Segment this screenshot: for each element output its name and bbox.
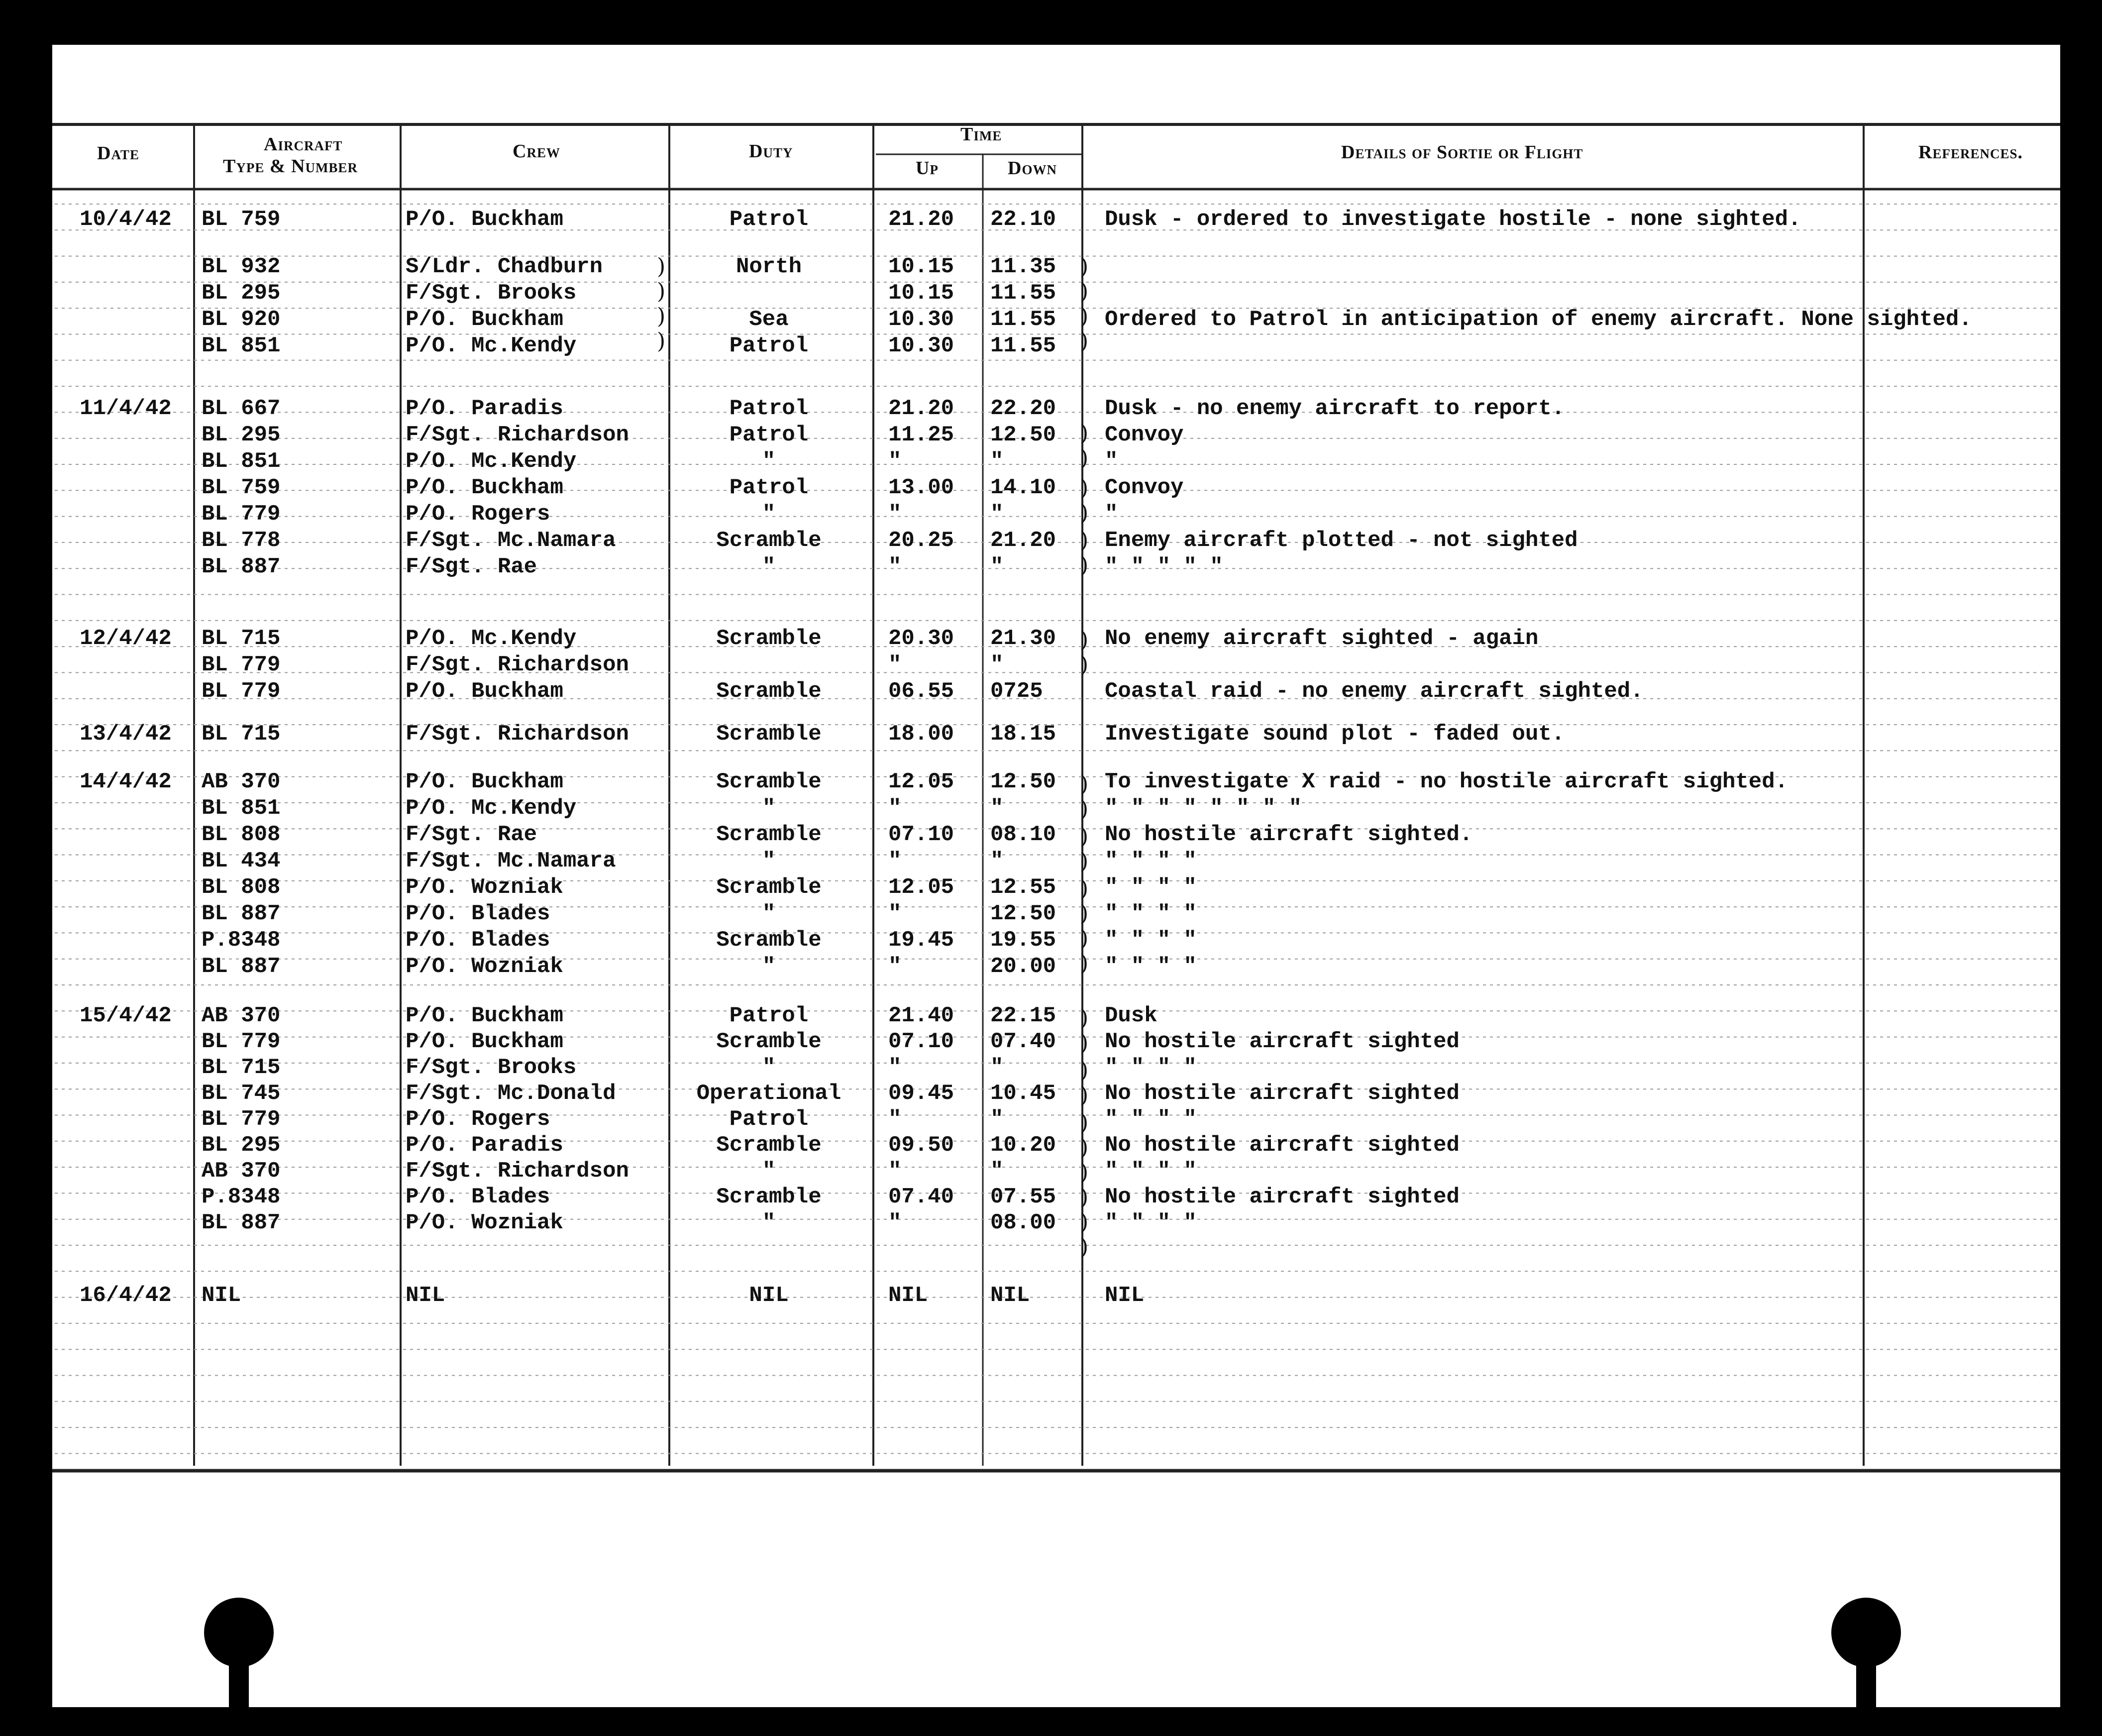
cell-details: Enemy aircraft plotted - not sighted [1105,528,1578,553]
header-duty: Duty [749,141,793,162]
cell-duty: Scramble [716,1133,822,1158]
cell-time-down: 22.10 [990,207,1056,232]
cell-crew: S/Ldr. Chadburn [406,254,603,279]
cell-duty: Patrol [729,1003,809,1028]
cell-aircraft: BL 778 [202,528,281,553]
cell-aircraft: BL 295 [202,1133,281,1158]
cell-time-down: 10.45 [990,1081,1056,1106]
cell-crew: P/O. Mc.Kendy [406,449,577,474]
cell-time-up: " [888,1210,902,1235]
cell-date: 16/4/42 [80,1283,172,1308]
cell-details: " " " " [1105,849,1197,873]
cell-aircraft: BL 851 [202,333,281,358]
cell-details: Ordered to Patrol in anticipation of enemy aircraft. None sighted. [1105,307,1972,332]
cell-duty: North [736,254,802,279]
cell-duty: Scramble [716,822,822,847]
cell-details: " " " " [1105,1210,1197,1235]
cell-aircraft: BL 808 [202,822,281,847]
time-group-bracket: ) [1080,771,1089,797]
cell-time-down: " [990,1055,1004,1080]
cell-time-up: " [888,901,902,926]
cell-aircraft: BL 715 [202,722,281,747]
cell-aircraft: AB 370 [202,1003,281,1028]
cell-crew: P/O. Buckham [406,307,563,332]
time-group-bracket: ) [1080,528,1089,553]
crew-group-bracket: ) [657,304,666,329]
cell-crew: F/Sgt. Mc.Namara [406,849,616,873]
cell-time-down: 0725 [990,679,1043,704]
cell-crew: P/O. Buckham [406,1029,563,1054]
cell-time-down: 22.20 [990,396,1056,421]
cell-time-up: 20.30 [888,626,954,651]
time-group-bracket: ) [1080,901,1089,926]
cell-time-down: " [990,1159,1004,1184]
time-group-bracket: ) [1080,445,1089,471]
cell-time-up: " [888,796,902,821]
time-group-bracket: ) [1080,500,1089,526]
cell-time-up: " [888,1055,902,1080]
cell-details: No enemy aircraft sighted - again [1105,626,1539,651]
cell-crew: F/Sgt. Brooks [406,281,577,306]
cell-time-up: " [888,954,902,979]
cell-time-down: 12.50 [990,901,1056,926]
crew-group-bracket: ) [657,254,666,279]
cell-duty: Patrol [729,207,809,232]
cell-crew: F/Sgt. Richardson [406,423,629,447]
cell-duty: " [762,849,776,873]
cell-duty: Scramble [716,928,822,953]
cell-crew: P/O. Blades [406,1185,550,1209]
time-group-bracket: ) [1080,421,1089,446]
cell-duty: Scramble [716,626,822,651]
cell-duty: Scramble [716,722,822,747]
cell-crew: P/O. Mc.Kendy [406,333,577,358]
cell-duty: NIL [749,1283,789,1308]
cell-time-down: " [990,1107,1004,1132]
time-group-bracket: ) [1080,552,1089,578]
cell-details: " " " " [1105,875,1197,900]
cell-time-up: 20.25 [888,528,954,553]
cell-duty: Patrol [729,396,809,421]
cell-aircraft: BL 851 [202,449,281,474]
time-group-bracket: ) [1080,475,1089,501]
cell-time-up: 10.30 [888,307,954,332]
cell-duty: Patrol [729,333,809,358]
cell-crew: P/O. Blades [406,901,550,926]
time-group-bracket: ) [1080,926,1089,951]
cell-crew: F/Sgt. Richardson [406,1159,629,1184]
time-group-bracket: ) [1080,652,1089,677]
cell-aircraft: BL 932 [202,254,281,279]
cell-aircraft: BL 779 [202,1107,281,1132]
cell-time-up: 09.45 [888,1081,954,1106]
cell-time-up: " [888,449,902,474]
cell-details: Convoy [1105,475,1184,500]
cell-details: NIL [1105,1283,1145,1308]
cell-details: " " " " [1105,901,1197,926]
cell-aircraft: BL 851 [202,796,281,821]
cell-time-up: " [888,1159,902,1184]
cell-aircraft: BL 887 [202,1210,281,1235]
cell-details: To investigate X raid - no hostile aircraft sighted. [1105,769,1788,794]
cell-date: 10/4/42 [80,207,172,232]
cell-duty: Operational [696,1081,841,1106]
cell-date: 15/4/42 [80,1003,172,1028]
cell-time-down: 18.15 [990,722,1056,747]
time-group-bracket: ) [1080,254,1089,279]
header-up: Up [916,158,939,179]
cell-aircraft: BL 295 [202,423,281,447]
cell-aircraft: AB 370 [202,1159,281,1184]
cell-details: Dusk - no enemy aircraft to report. [1105,396,1565,421]
cell-time-up: " [888,1107,902,1132]
cell-aircraft: BL 779 [202,652,281,677]
cell-time-down: 12.50 [990,423,1056,447]
cell-crew: P/O. Blades [406,928,550,953]
cell-time-down: 22.15 [990,1003,1056,1028]
time-group-bracket: ) [1080,1005,1089,1031]
header-aircraft: Aircraft [264,134,343,155]
cell-crew: P/O. Wozniak [406,1210,563,1235]
time-group-bracket: ) [1080,951,1089,976]
cell-details: Coastal raid - no enemy aircraft sighted. [1105,679,1644,704]
cell-aircraft: BL 779 [202,502,281,527]
cell-aircraft: BL 887 [202,901,281,926]
header-crew: Crew [513,141,560,162]
cell-time-up: 07.10 [888,1029,954,1054]
time-group-bracket: ) [1080,824,1089,849]
cell-aircraft: BL 667 [202,396,281,421]
cell-duty: " [762,901,776,926]
cell-date: 11/4/42 [80,396,172,421]
cell-crew: P/O. Mc.Kendy [406,796,577,821]
cell-details: " " " " [1105,928,1197,953]
cell-time-down: 21.20 [990,528,1056,553]
cell-time-down: 08.10 [990,822,1056,847]
cell-time-down: 11.55 [990,281,1056,306]
cell-date: 13/4/42 [80,722,172,747]
cell-crew: P/O. Rogers [406,1107,550,1132]
cell-crew: P/O. Buckham [406,769,563,794]
cell-crew: F/Sgt. Richardson [406,652,629,677]
cell-aircraft: BL 887 [202,954,281,979]
cell-duty: Scramble [716,1185,822,1209]
time-group-bracket: ) [1080,1209,1089,1235]
cell-time-up: 21.40 [888,1003,954,1028]
time-group-bracket: ) [1080,627,1089,652]
cell-crew: F/Sgt. Mc.Namara [406,528,616,553]
cell-time-up: 10.30 [888,333,954,358]
cell-time-down: " [990,849,1004,873]
time-group-bracket: ) [1080,876,1089,901]
cell-duty: " [762,449,776,474]
cell-time-down: " [990,554,1004,579]
cell-aircraft: BL 715 [202,626,281,651]
cell-time-up: " [888,554,902,579]
cell-time-up: " [888,652,902,677]
cell-details: " [1105,449,1118,474]
cell-details: " " " " " " " " [1105,796,1302,821]
cell-aircraft: BL 920 [202,307,281,332]
time-group-bracket: ) [1080,1185,1089,1210]
time-group-bracket: ) [1080,1058,1089,1083]
cell-duty: " [762,1055,776,1080]
cell-crew: NIL [406,1283,445,1308]
cell-crew: P/O. Paradis [406,1133,563,1158]
time-group-bracket: ) [1080,279,1089,304]
cell-time-up: 12.05 [888,769,954,794]
cell-time-down: 10.20 [990,1133,1056,1158]
cell-time-down: 08.00 [990,1210,1056,1235]
cell-crew: P/O. Buckham [406,207,563,232]
cell-time-down: 20.00 [990,954,1056,979]
cell-duty: Scramble [716,528,822,553]
cell-time-down: 07.55 [990,1185,1056,1209]
cell-time-up: 07.40 [888,1185,954,1209]
cell-time-up: " [888,849,902,873]
cell-duty: Scramble [716,769,822,794]
cell-aircraft: BL 715 [202,1055,281,1080]
cell-crew: P/O. Mc.Kendy [406,626,577,651]
time-group-bracket: ) [1080,304,1089,329]
crew-group-bracket: ) [657,328,666,354]
cell-crew: F/Sgt. Brooks [406,1055,577,1080]
cell-details: No hostile aircraft sighted [1105,1133,1460,1158]
cell-duty: " [762,796,776,821]
time-group-bracket: ) [1080,1030,1089,1056]
cell-details: Investigate sound plot - faded out. [1105,722,1565,747]
cell-time-down: 21.30 [990,626,1056,651]
cell-time-up: 10.15 [888,254,954,279]
cell-time-up: 13.00 [888,475,954,500]
cell-time-down: 11.35 [990,254,1056,279]
cell-time-down: " [990,652,1004,677]
cell-details: " " " " [1105,1159,1197,1184]
cell-aircraft: BL 779 [202,1029,281,1054]
time-group-bracket: ) [1080,1110,1089,1135]
cell-aircraft: BL 759 [202,207,281,232]
cell-time-down: 11.55 [990,333,1056,358]
header-aircraft-type: Type & Number [223,156,358,177]
cell-details: No hostile aircraft sighted. [1105,822,1473,847]
cell-crew: F/Sgt. Mc.Donald [406,1081,616,1106]
cell-details: " " " " [1105,1055,1197,1080]
time-group-bracket: ) [1080,328,1089,354]
cell-time-down: 12.55 [990,875,1056,900]
cell-duty: Scramble [716,875,822,900]
cell-details: " [1105,502,1118,527]
cell-time-down: " [990,449,1004,474]
time-group-bracket: ) [1080,849,1089,874]
cell-duty: " [762,954,776,979]
cell-time-up: NIL [888,1283,928,1308]
cell-time-up: 19.45 [888,928,954,953]
time-group-bracket: ) [1080,1083,1089,1108]
cell-aircraft: AB 370 [202,769,281,794]
cell-details: " " " " [1105,954,1197,979]
cell-aircraft: BL 779 [202,679,281,704]
header-date: Date [97,143,139,164]
cell-crew: P/O. Buckham [406,679,563,704]
cell-duty: " [762,502,776,527]
cell-time-up: 11.25 [888,423,954,447]
time-group-bracket: ) [1080,1135,1089,1160]
cell-details: Dusk - ordered to investigate hostile - none sighted. [1105,207,1801,232]
cell-time-down: " [990,502,1004,527]
header-down: Down [1008,158,1057,179]
cell-duty: " [762,1210,776,1235]
header-time: Time [960,124,1002,145]
cell-details: No hostile aircraft sighted [1105,1081,1460,1106]
cell-time-up: 12.05 [888,875,954,900]
cell-duty: Scramble [716,1029,822,1054]
cell-time-down: " [990,796,1004,821]
cell-crew: P/O. Rogers [406,502,550,527]
time-group-bracket: ) [1080,796,1089,822]
time-group-bracket: ) [1080,1160,1089,1185]
cell-duty: " [762,554,776,579]
cell-time-up: 10.15 [888,281,954,306]
cell-aircraft: BL 745 [202,1081,281,1106]
cell-time-down: 12.50 [990,769,1056,794]
cell-crew: F/Sgt. Rae [406,554,537,579]
cell-time-down: 07.40 [990,1029,1056,1054]
cell-aircraft: P.8348 [202,1185,281,1209]
crew-group-bracket: ) [657,279,666,304]
cell-crew: F/Sgt. Richardson [406,722,629,747]
cell-time-down: 14.10 [990,475,1056,500]
cell-time-up: 21.20 [888,207,954,232]
header-details: Details of Sortie or Flight [1341,142,1583,163]
cell-date: 12/4/42 [80,626,172,651]
cell-time-up: 09.50 [888,1133,954,1158]
cell-duty: Patrol [729,1107,809,1132]
cell-duty: Patrol [729,475,809,500]
cell-duty: Patrol [729,423,809,447]
cell-details: Convoy [1105,423,1184,447]
cell-aircraft: BL 759 [202,475,281,500]
cell-crew: P/O. Wozniak [406,875,563,900]
cell-time-up: 21.20 [888,396,954,421]
header-references: References. [1918,142,2023,163]
cell-time-down: 19.55 [990,928,1056,953]
cell-duty: Sea [749,307,789,332]
cell-time-up: 06.55 [888,679,954,704]
cell-aircraft: NIL [202,1283,241,1308]
cell-crew: P/O. Paradis [406,396,563,421]
cell-aircraft: BL 434 [202,849,281,873]
cell-crew: F/Sgt. Rae [406,822,537,847]
time-group-bracket: ) [1080,1234,1089,1260]
cell-time-up: " [888,502,902,527]
cell-time-down: 11.55 [990,307,1056,332]
cell-crew: P/O. Wozniak [406,954,563,979]
cell-time-up: 07.10 [888,822,954,847]
cell-duty: Scramble [716,679,822,704]
cell-aircraft: BL 295 [202,281,281,306]
cell-crew: P/O. Buckham [406,1003,563,1028]
cell-details: Dusk [1105,1003,1157,1028]
cell-details: No hostile aircraft sighted [1105,1029,1460,1054]
cell-aircraft: BL 808 [202,875,281,900]
cell-time-down: NIL [990,1283,1030,1308]
cell-details: " " " " " [1105,554,1223,579]
cell-date: 14/4/42 [80,769,172,794]
cell-aircraft: P.8348 [202,928,281,953]
cell-time-up: 18.00 [888,722,954,747]
cell-duty: " [762,1159,776,1184]
cell-details: " " " " [1105,1107,1197,1132]
cell-details: No hostile aircraft sighted [1105,1185,1460,1209]
cell-crew: P/O. Buckham [406,475,563,500]
cell-aircraft: BL 887 [202,554,281,579]
